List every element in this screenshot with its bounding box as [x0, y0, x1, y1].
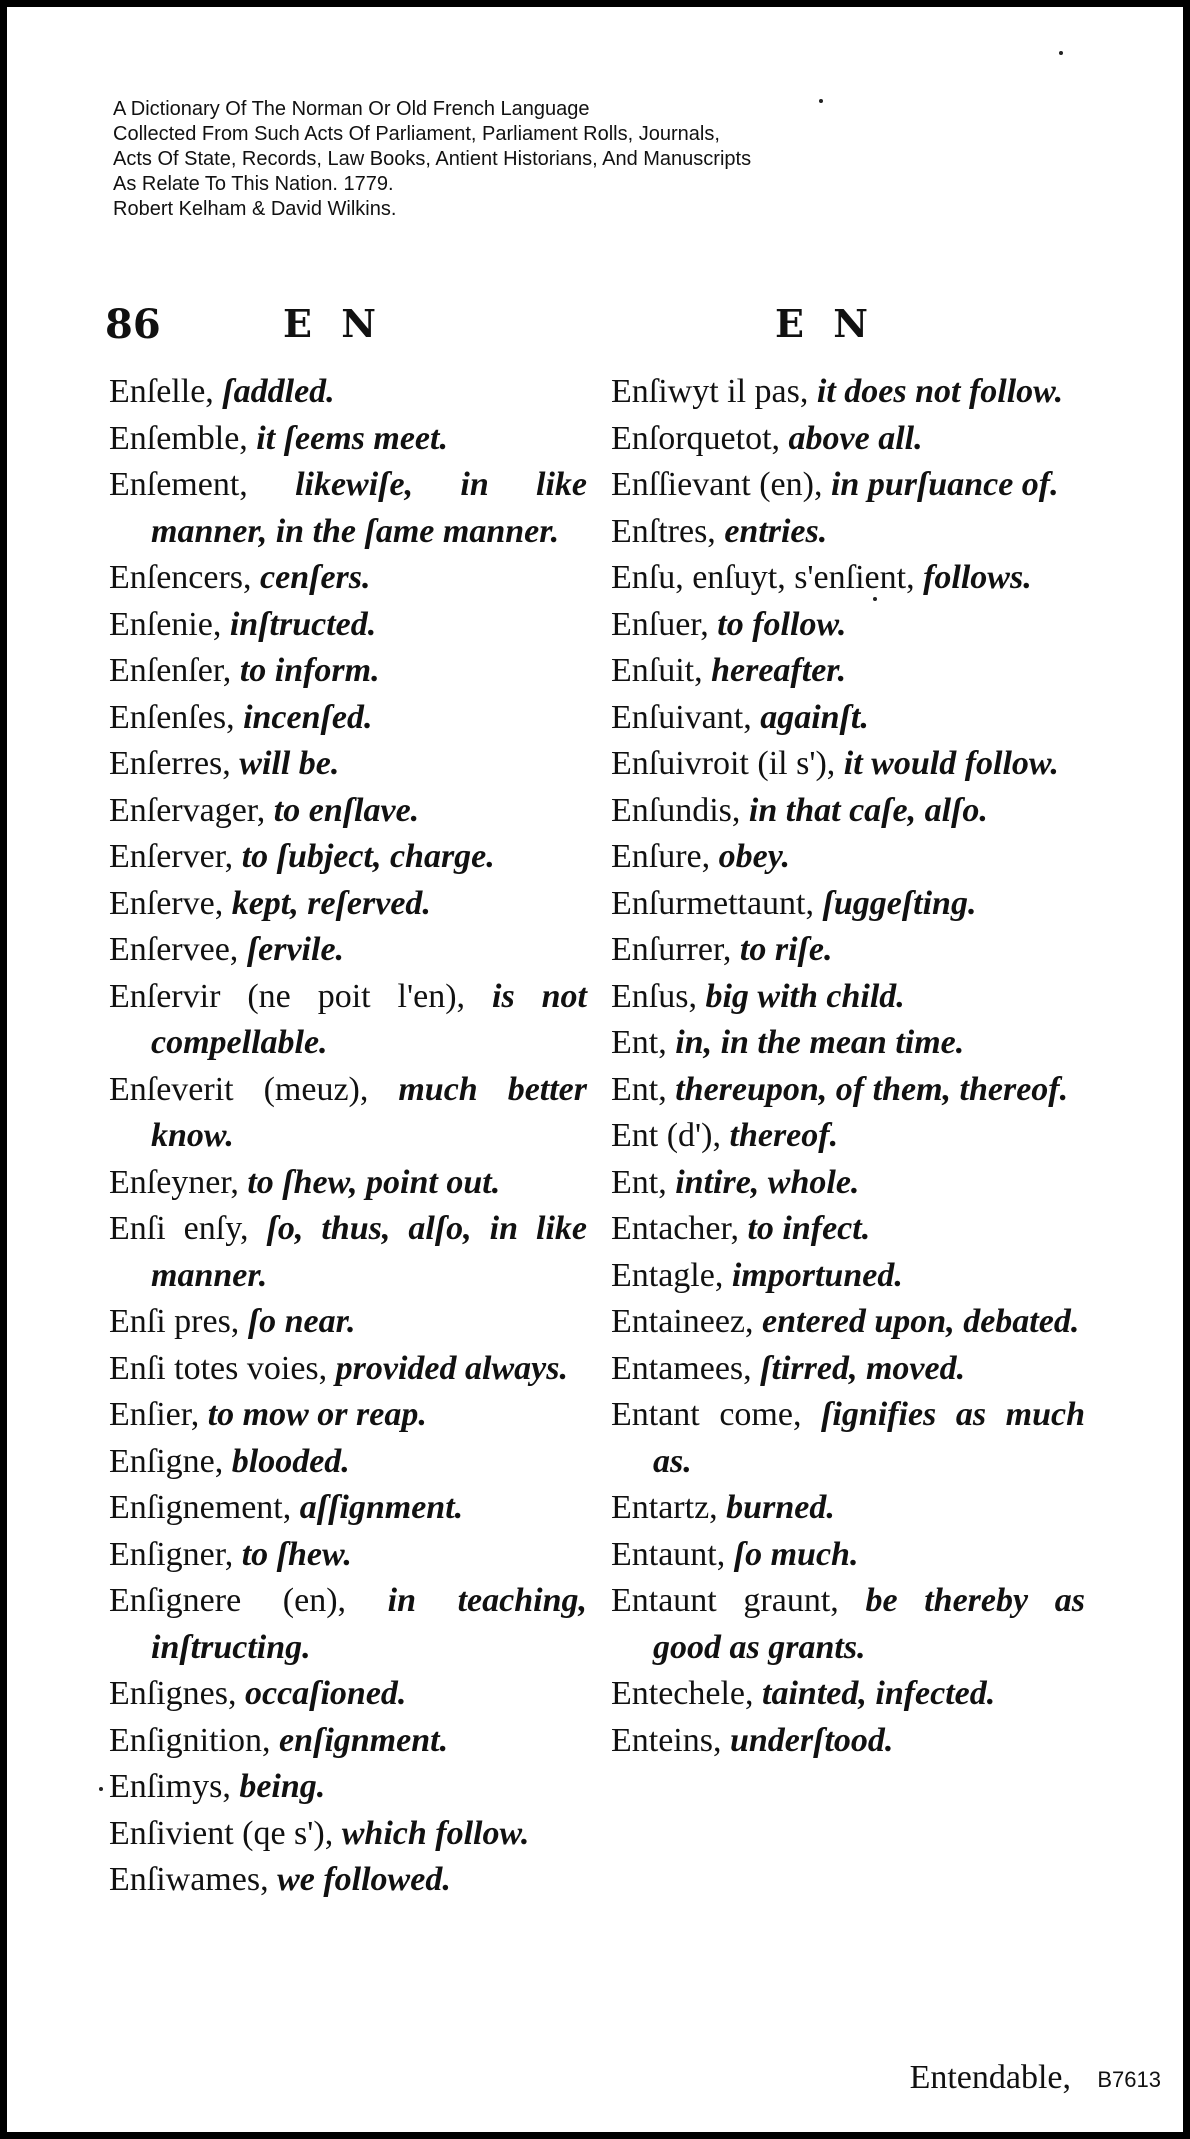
definition: big with child.: [705, 977, 905, 1015]
headword: Enſenſer,: [109, 652, 232, 689]
definition: thereupon, of them, thereof.: [675, 1070, 1069, 1108]
headword: Entaunt graunt,: [611, 1582, 839, 1619]
header-line: As Relate To This Nation. 1779.: [113, 173, 394, 195]
headword: Enſigne,: [109, 1442, 224, 1480]
dictionary-entry: [611, 788, 1085, 835]
headword: Enſervager,: [109, 791, 266, 829]
headword: Enſignere (en),: [109, 1582, 347, 1619]
headword: Ent,: [611, 1163, 667, 1201]
dictionary-entry: [109, 1160, 587, 1207]
dictionary-entry: [109, 1299, 587, 1346]
dictionary-entry: [109, 834, 587, 881]
headword: Enſuivant,: [611, 698, 752, 736]
dictionary-entry: [109, 1485, 587, 1532]
definition: occaſioned.: [244, 1675, 407, 1712]
definition: be thereby as good as grants.: [653, 1582, 1085, 1666]
definition: in teaching, inſtructing.: [151, 1582, 588, 1666]
headword: Enſivient (qe s'),: [109, 1814, 334, 1852]
headword: Entagle,: [611, 1256, 724, 1294]
headword: Enſervee,: [109, 931, 239, 968]
dictionary-entry: [109, 1811, 587, 1858]
dictionary-entry: [109, 1532, 587, 1579]
dictionary-entry: [109, 1578, 587, 1671]
dictionary-entry: [611, 1067, 1085, 1114]
running-head: [7, 301, 1183, 361]
headword: Enſiwames,: [109, 1861, 269, 1898]
definition: it ſeems meet.: [256, 419, 448, 457]
dictionary-entry: [109, 741, 587, 788]
dictionary-entry: [611, 927, 1085, 974]
headword: Ent,: [611, 1024, 667, 1061]
dictionary-entry: [109, 927, 587, 974]
definition: to ſhew, point out.: [247, 1163, 501, 1201]
definition: ſuggeſting.: [822, 884, 977, 922]
headword: Entartz,: [611, 1489, 718, 1526]
headword: Enſi enſy,: [109, 1210, 249, 1247]
headword: Enſigner,: [109, 1535, 234, 1573]
headword: Enſerres,: [109, 745, 231, 782]
definition: will be.: [239, 745, 340, 782]
dictionary-entry: [109, 555, 587, 602]
dictionary-entry: [611, 1299, 1085, 1346]
headword: Enſure,: [611, 838, 711, 875]
speck: [873, 597, 877, 601]
definition: to ſhew.: [241, 1535, 352, 1573]
dictionary-entry: [611, 881, 1085, 928]
definition: againſt.: [760, 698, 869, 736]
headword: Enſeverit (meuz),: [109, 1070, 369, 1108]
definition: hereafter.: [711, 652, 847, 689]
definition: to inform.: [239, 652, 380, 689]
dictionary-entry: [611, 602, 1085, 649]
definition: incenſed.: [243, 698, 373, 736]
headword: Enſignement,: [109, 1489, 292, 1526]
headword: Enſignition,: [109, 1721, 271, 1759]
dictionary-entry: [109, 1346, 587, 1393]
headword: Enſtres,: [611, 512, 716, 550]
header-line: Acts Of State, Records, Law Books, Antient Historians, And Manuscripts: [113, 148, 752, 170]
headword: Enſi totes voies,: [109, 1349, 328, 1387]
dictionary-entry: [109, 602, 587, 649]
headword: Enſuivroit (il s'),: [611, 745, 836, 782]
headword: Enſemble,: [109, 419, 248, 457]
headword: Enſuit,: [611, 652, 703, 689]
definition: entries.: [724, 512, 828, 550]
headword: Enſundis,: [611, 791, 741, 829]
definition: blooded.: [231, 1442, 350, 1480]
dictionary-entry: [109, 648, 587, 695]
headword: Enſu, enſuyt, s'enſient,: [611, 559, 915, 596]
headword: Enteins,: [611, 1721, 722, 1759]
definition: ſtirred, moved.: [760, 1349, 966, 1387]
headword: Enſenſes,: [109, 698, 235, 736]
dictionary-entry: [611, 741, 1085, 788]
dictionary-entry: [109, 1392, 587, 1439]
running-head-left: E N: [283, 301, 384, 346]
headword: Enſencers,: [109, 559, 252, 596]
dictionary-entry: [109, 416, 587, 463]
definition: provided always.: [335, 1349, 568, 1387]
definition: ſignifies as much as.: [653, 1396, 1085, 1480]
dictionary-entry: [611, 695, 1085, 742]
definition: to follow.: [717, 605, 847, 643]
headword: Entant come,: [611, 1396, 802, 1433]
headword: Enſimys,: [109, 1768, 231, 1805]
definition: to mow or reap.: [207, 1396, 427, 1433]
dictionary-entry: [611, 834, 1085, 881]
dictionary-entry: [611, 1392, 1085, 1485]
definition: to infect.: [747, 1210, 871, 1247]
headword: Enſeyner,: [109, 1163, 239, 1201]
right-column: [611, 369, 1085, 1764]
definition: enſignment.: [279, 1721, 449, 1759]
signature-code: B7613: [1097, 2067, 1161, 2092]
definition: follows.: [923, 559, 1032, 596]
headword: Enſignes,: [109, 1675, 237, 1712]
definition: we followed.: [277, 1861, 451, 1898]
definition: in purſuance of.: [830, 466, 1059, 503]
headword: Entechele,: [611, 1675, 754, 1712]
header-line: Robert Kelham & David Wilkins.: [113, 198, 397, 220]
dictionary-entry: [109, 881, 587, 928]
dictionary-entry: [611, 648, 1085, 695]
definition: kept, reſerved.: [231, 884, 431, 922]
definition: ſervile.: [246, 931, 345, 968]
definition: cenſers.: [260, 559, 371, 596]
definition: which follow.: [341, 1814, 530, 1852]
dictionary-entry: [109, 369, 587, 416]
dictionary-entry: [109, 1206, 587, 1299]
dictionary-entry: [611, 1253, 1085, 1300]
dictionary-entry: [611, 1671, 1085, 1718]
dictionary-entry: [611, 1206, 1085, 1253]
definition: ſaddled.: [222, 373, 335, 410]
headword: Ent (d'),: [611, 1117, 721, 1154]
definition: to riſe.: [739, 931, 833, 968]
definition: importuned.: [731, 1256, 903, 1294]
definition: in, in the mean time.: [675, 1024, 965, 1061]
definition: burned.: [726, 1489, 835, 1526]
dictionary-entry: [611, 369, 1085, 416]
definition: aſſignment.: [299, 1489, 464, 1526]
dictionary-entry: [109, 1718, 587, 1765]
headword: Enſerve,: [109, 884, 224, 922]
definition: thereof.: [729, 1117, 839, 1154]
dictionary-entry: [611, 509, 1085, 556]
speck: [819, 99, 823, 103]
headword: Enſerver,: [109, 838, 234, 875]
headword: Enſenie,: [109, 605, 222, 643]
headword: Enſurmettaunt,: [611, 884, 815, 922]
dictionary-entry: [611, 1485, 1085, 1532]
definition: obey.: [718, 838, 791, 875]
definition: ſo much.: [733, 1535, 859, 1573]
headword: Enſuer,: [611, 605, 709, 643]
definition: it would follow.: [843, 745, 1059, 782]
speck: [99, 1787, 103, 1791]
headword: Enſervir (ne poit l'en),: [109, 977, 466, 1015]
dictionary-entry: [611, 1578, 1085, 1671]
dictionary-entry: [109, 462, 587, 555]
header-line: A Dictionary Of The Norman Or Old French Language: [113, 98, 590, 120]
definition: it does not follow.: [816, 373, 1064, 410]
definition: is not compellable.: [151, 977, 587, 1061]
headword: Enſorquetot,: [611, 419, 781, 457]
headword: Entaineez,: [611, 1303, 754, 1340]
dictionary-entry: [611, 1346, 1085, 1393]
page-number: 86: [105, 301, 161, 348]
definition: likewiſe, in like manner, in the ſame manner.: [151, 466, 587, 550]
dictionary-entry: [109, 788, 587, 835]
definition: underſtood.: [729, 1721, 894, 1759]
headword: Entaunt,: [611, 1535, 726, 1573]
dictionary-entry: [611, 1718, 1085, 1765]
definition: above all.: [788, 419, 923, 457]
running-head-right: E N: [775, 301, 876, 346]
headword: Enſus,: [611, 977, 697, 1015]
dictionary-entry: [611, 1020, 1085, 1067]
dictionary-entry: [611, 462, 1085, 509]
headword: Enſiwyt il pas,: [611, 373, 809, 410]
headword: Enſement,: [109, 466, 248, 503]
dictionary-entry: [109, 1857, 587, 1904]
dictionary-entry: [109, 695, 587, 742]
dictionary-entry: [109, 974, 587, 1067]
headword: Enſelle,: [109, 373, 214, 410]
definition: ſo near.: [247, 1303, 356, 1340]
headword: Enſi pres,: [109, 1303, 240, 1340]
catchword: Entendable,: [909, 2059, 1071, 2096]
definition: entered upon, debated.: [762, 1303, 1080, 1340]
headword: Enſurrer,: [611, 931, 732, 968]
dictionary-entry: [109, 1439, 587, 1486]
headword: Ent,: [611, 1070, 667, 1108]
definition: being.: [239, 1768, 326, 1805]
left-column: [109, 369, 587, 1904]
definition: intire, whole.: [675, 1163, 860, 1201]
dictionary-entry: [611, 1532, 1085, 1579]
definition: to ſubject, charge.: [241, 838, 495, 875]
header-line: Collected From Such Acts Of Parliament, Parliament Rolls, Journals,: [113, 123, 720, 145]
source-header: [113, 97, 751, 222]
dictionary-entry: [611, 974, 1085, 1021]
headword: Entamees,: [611, 1349, 752, 1387]
dictionary-entry: [611, 1113, 1085, 1160]
definition: much better know.: [151, 1070, 587, 1154]
definition: to enſlave.: [273, 791, 420, 829]
headword: Enſier,: [109, 1396, 200, 1433]
dictionary-entry: [109, 1671, 587, 1718]
dictionary-entry: [611, 416, 1085, 463]
definition: ſo, thus, alſo, in like manner.: [151, 1210, 587, 1294]
headword: Enſſievant (en),: [611, 466, 823, 503]
dictionary-entry: [611, 1160, 1085, 1207]
dictionary-entry: [109, 1067, 587, 1160]
dictionary-entry: [611, 555, 1085, 602]
definition: tainted, infected.: [762, 1675, 996, 1712]
dictionary-entry: [109, 1764, 587, 1811]
definition: inſtructed.: [229, 605, 377, 643]
headword: Entacher,: [611, 1210, 739, 1247]
speck: [1059, 51, 1063, 55]
definition: in that caſe, alſo.: [748, 791, 988, 829]
